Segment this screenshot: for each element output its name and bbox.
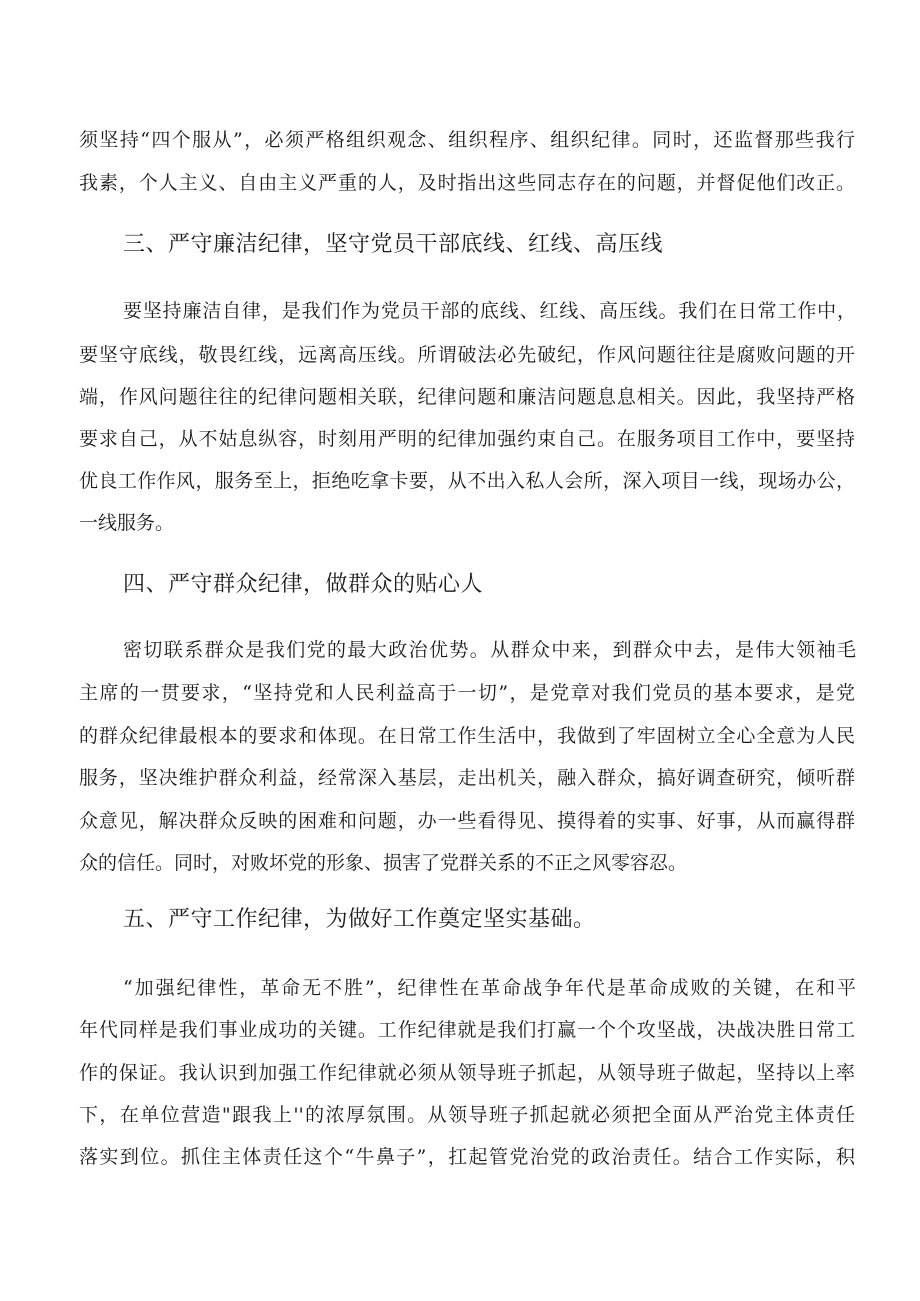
paragraph-line: 要坚持廉洁自律，是我们作为党员干部的底线、红线、高压线。我们在日常工作中， [123, 300, 856, 322]
paragraph-line: 下，在单位营造"跟我上''的浓厚氛围。从领导班子抓起就必须把全面从严治党主体责任 [79, 1104, 855, 1126]
section-heading-3: 三、严守廉洁纪律，坚守党员干部底线、红线、高压线 [123, 232, 664, 257]
paragraph-line: 须坚持“四个服从”，必须严格组织观念、组织程序、组织纪律。同时，还监督那些我行 [79, 129, 855, 151]
section-heading-4: 四、严守群众纪律，做群众的贴心人 [123, 572, 484, 597]
paragraph-line: 优良工作作风，服务至上，拒绝吃拿卡要，从不出入私人会所，深入项目一线，现场办公， [79, 470, 855, 492]
paragraph-line: 的群众纪律最根本的要求和体现。在日常工作生活中，我做到了牢固树立全心全意为人民 [79, 725, 855, 747]
paragraph-line: 端，作风问题往往的纪律问题相关联，纪律问题和廉洁问题息息相关。因此，我坚持严格 [79, 386, 855, 408]
paragraph-line: 众的信任。同时，对败坏党的形象、损害了党群关系的不正之风零容忍。 [79, 852, 688, 874]
paragraph-line: 密切联系群众是我们党的最大政治优势。从群众中来，到群众中去，是伟大领袖毛 [123, 639, 856, 661]
paragraph-line: 我素，个人主义、自由主义严重的人，及时指出这些同志存在的问题，并督促他们改正。 [79, 172, 855, 194]
section-heading-5: 五、严守工作纪律，为做好工作奠定坚实基础。 [123, 907, 596, 932]
paragraph-line: 服务，坚决维护群众利益，经常深入基层，走出机关，融入群众，搞好调查研究，倾听群 [79, 767, 855, 789]
paragraph-line: 落实到位。抓住主体责任这个“牛鼻子”，扛起管党治党的政治责任。结合工作实际，积 [79, 1146, 855, 1168]
paragraph-line: 主席的一贯要求，“坚持党和人民利益高于一切”，是党章对我们党员的基本要求，是党 [79, 682, 855, 704]
paragraph-line: 年代同样是我们事业成功的关键。工作纪律就是我们打赢一个个攻坚战，决战决胜日常工 [79, 1019, 855, 1041]
paragraph-line: 众意见，解决群众反映的困难和问题，办一些看得见、摸得着的实事、好事，从而赢得群 [79, 810, 855, 832]
paragraph-line: 一线服务。 [79, 512, 175, 534]
paragraph-line: 作的保证。我认识到加强工作纪律就必须从领导班子抓起，从领导班子做起，坚持以上率 [79, 1062, 855, 1084]
paragraph-line: “加强纪律性，革命无不胜”，纪律性在革命战争年代是革命成败的关键，在和平 [123, 977, 856, 999]
paragraph-line: 要坚守底线，敬畏红线，远离高压线。所谓破法必先破纪，作风问题往往是腐败问题的开 [79, 344, 855, 366]
paragraph-line: 要求自己，从不姑息纵容，时刻用严明的纪律加强约束自己。在服务项目工作中，要坚持 [79, 428, 855, 450]
